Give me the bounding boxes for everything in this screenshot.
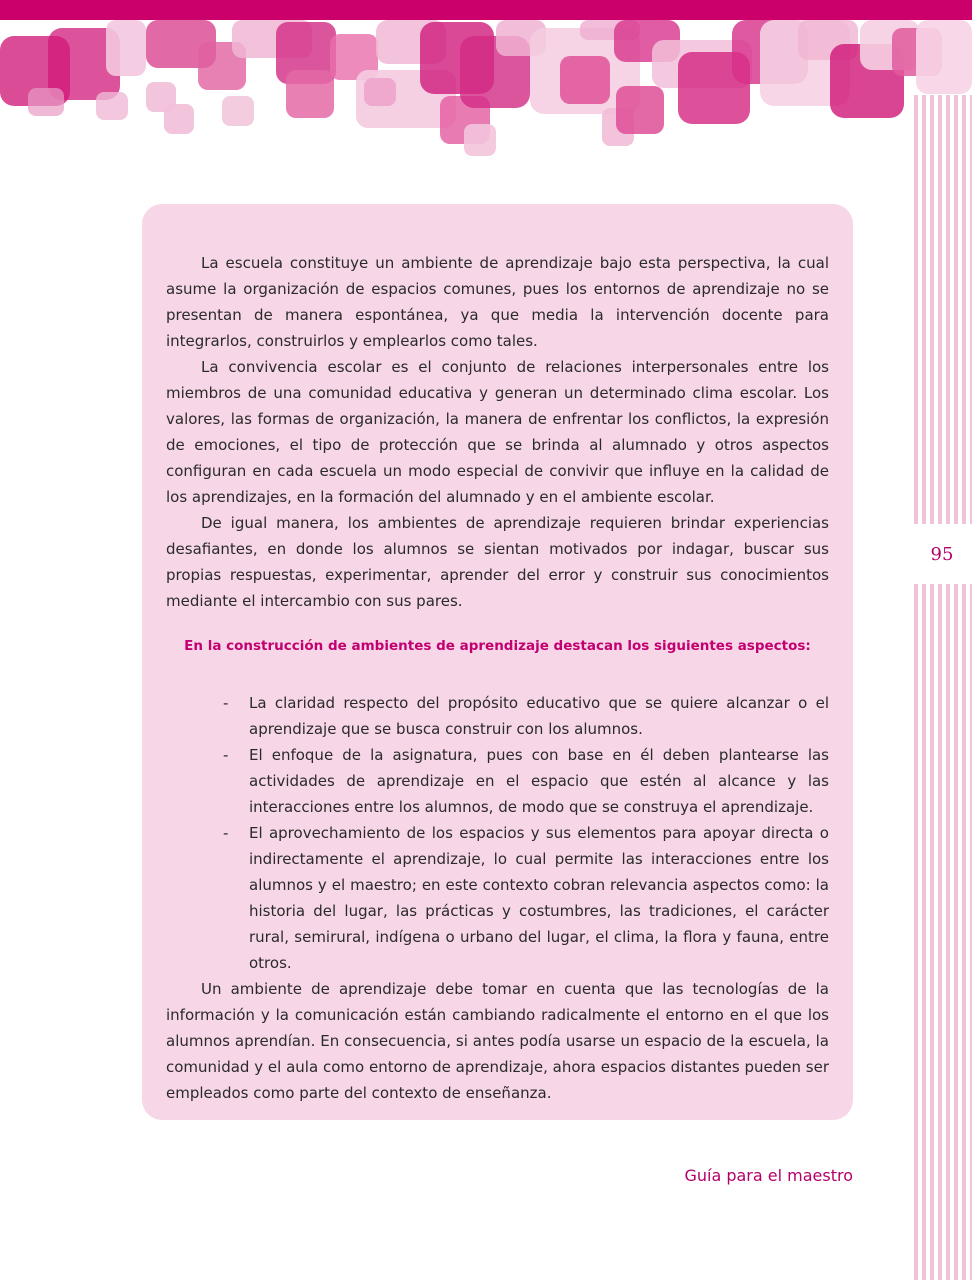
paragraph: Un ambiente de aprendizaje debe tomar en cuenta que las tecnologías de la información y la comunicación están cambiando radicalmente el entorno en el que los alumnos aprendían. En consecuencia, si antes podía usarse un espacio de la escuela, la comunidad y el aula como entorno de aprendizaje, ahora espacios distantes pueden ser empleados como parte del contexto de enseñanza. bbox=[166, 980, 829, 1102]
bullet-marker: - bbox=[223, 746, 229, 764]
paragraph: La escuela constituye un ambiente de aprendizaje bajo esta perspectiva, la cual asume la organización de espacios comunes, pues los entornos de aprendizaje no se presentan de manera espontánea, ya que media la intervención docente para integrarlos, construirlos y emplearlos como tales. bbox=[166, 254, 829, 350]
decorative-squares-banner bbox=[0, 0, 972, 170]
list-item bbox=[166, 742, 829, 820]
footer-title: Guía para el maestro bbox=[684, 1166, 853, 1185]
page-number-box bbox=[912, 524, 972, 584]
decorative-vertical-stripes bbox=[914, 95, 972, 1280]
aspects-list bbox=[166, 690, 829, 976]
page-number: 95 bbox=[930, 543, 954, 565]
list-item bbox=[166, 820, 829, 976]
content-body bbox=[166, 250, 829, 1106]
paragraph: La convivencia escolar es el conjunto de relaciones interpersonales entre los miembros de una comunidad educativa y generan un determinado clima escolar. Los valores, las formas de organización, la manera de enfrentar los conflictos, la expresión de emociones, el tipo de protección que se brinda al alumnado y otros aspectos configuran en cada escuela un modo especial de convivir que influye en la calidad de los aprendizajes, en la formación del alumnado y en el ambiente escolar. bbox=[166, 358, 829, 506]
list-item bbox=[166, 690, 829, 742]
paragraph: De igual manera, los ambientes de aprendizaje requieren brindar experiencias desafiantes, en donde los alumnos se sientan motivados por indagar, buscar sus propias respuestas, experimentar, aprender del error y construir sus conocimientos mediante el intercambio con sus pares. bbox=[166, 514, 829, 610]
section-subheading: En la construcción de ambientes de aprendizaje destacan los siguientes aspectos: bbox=[184, 638, 811, 654]
list-item-text: La claridad respecto del propósito educativo que se quiere alcanzar o el aprendizaje que se busca construir con los alumnos. bbox=[249, 694, 829, 738]
list-item-text: El aprovechamiento de los espacios y sus elementos para apoyar directa o indirectamente el aprendizaje, lo cual permite las interacciones entre los alumnos y el maestro; en este contexto cobran relevancia aspectos como: la historia del lugar, las prácticas y costumbres, las tradiciones, el carácter rural, semirural, indígena o urbano del lugar, el clima, la flora y fauna, entre otros. bbox=[249, 824, 829, 972]
bullet-marker: - bbox=[223, 694, 229, 712]
bullet-marker: - bbox=[223, 824, 229, 842]
list-item-text: El enfoque de la asignatura, pues con base en él deben plantearse las actividades de aprendizaje en el espacio que estén al alcance y las interacciones entre los alumnos, de modo que se construya el aprendizaje. bbox=[249, 746, 829, 816]
